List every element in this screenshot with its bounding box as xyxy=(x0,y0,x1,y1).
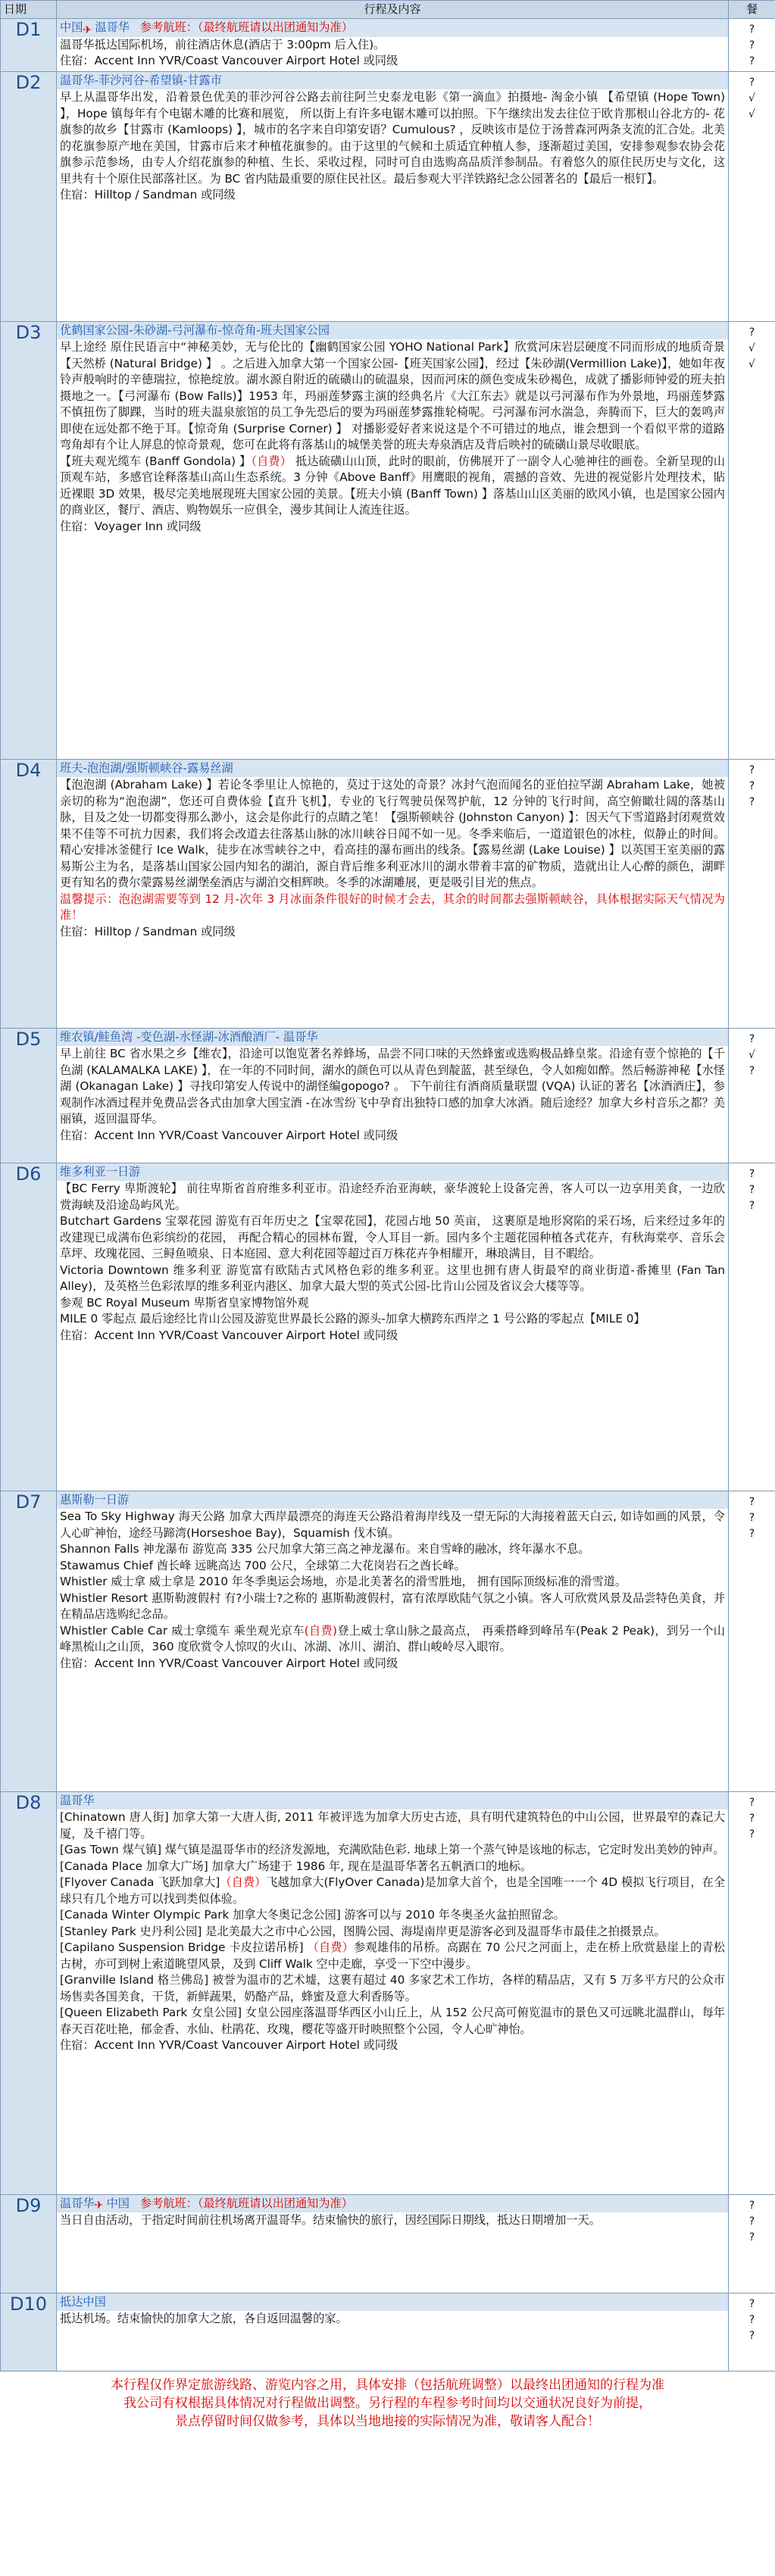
meal-cell xyxy=(729,1491,775,1791)
day-label: D1 xyxy=(1,19,57,72)
meal-mark: ? xyxy=(748,1812,755,1825)
day-title: 维多利亚一日游 xyxy=(57,1163,728,1182)
meal-mark: ? xyxy=(748,1828,755,1841)
day-content xyxy=(57,2293,729,2371)
itinerary-line: 早上途经 原住民语言中“神秘美妙，无与伦比的【幽鹤国家公园 YOHO National Park】欣赏河床岩层硬度不同而形成的地质奇景【天然桥 (Natural Bridge) 】 。之后进入加拿大第一个国家公园-【班芙国家公园】，经过【朱砂湖(Vermillion Lake)】，她如年夜铃声般响时的辛德瑞拉，惊艳绽放。湖水源自附近的硫磺山的硫温泉，因而河床的颜色变成朱砂褐色，成就了播影师钟爱的班夫拍摄地之一。【弓河瀑布 (Bow Falls)】1953 年，玛丽莲梦露主演的经典名片《大江东去》就是以弓河瀑布作为外景地，玛丽莲梦露不慎扭伤了脚踝，当时的班夫温泉旅馆的员工争先恐后的要为玛丽莲梦露推轮椅呢。弓河瀑布河水湍急，奔腾而下，巨大的轰鸣声即使在远处都不绝于耳。【惊奇角 (Surprise Corner) 】 对播影爱好者来说这是个不可错过的地点，谁会想到一个看似平常的道路弯角却有个让人屏息的惊奇景观，您可在此将有落基山的城堡美誉的班夫寿泉酒店及背后映衬的硫磺山景尽收眼底。 xyxy=(60,340,725,451)
meal-mark: ? xyxy=(748,76,755,89)
day-label: D7 xyxy=(1,1491,57,1791)
day-title: 温哥华 xyxy=(57,1792,728,1810)
itinerary-line: Sea To Sky Highway 海天公路 加拿大西岸最漂亮的海连天公路沿着海岸线及一望无际的大海接着蓝天白云, 如诗如画的风景，令人心旷神怡，途经马蹄湾(Horseshoe Bay)，Squamish 伐木镇。 xyxy=(60,1510,725,1540)
flight-note: 参考航班：（最终航班请以出团通知为准） xyxy=(139,2196,353,2210)
day-row xyxy=(1,1028,775,1163)
meal-mark: ? xyxy=(748,1199,755,1212)
itinerary-line: 早上前往 BC 省水果之乡【维农】，沿途可以饱览著名养蜂场，品尝不同口味的天然蜂蜜或选购极品蜂皇浆。沿途有壹个惊艳的【千色湖 (KALAMALKA LAKE) 】，在一年的不同时间，湖水的颜色可以从青色到靛蓝，甚至绿色，令人如痴如醉。然后畅游神秘【水怪湖 (Okanagan Lake) 】寻找印第安人传说中的湖怪编gopogo? 。 下午前往有酒商质量联盟 (VQA) 认证的著名【冰酒酒庄】，参观制作冰酒过程并免费品尝各式由加拿大国宝酒 -在冰雪纷飞中孕育出独特口感的加拿大冰酒。随后途经？加拿大乡村音乐之都？美丽镇，返回温哥华。 xyxy=(60,1047,725,1126)
day-row xyxy=(1,19,775,72)
day-label: D5 xyxy=(1,1028,57,1163)
itinerary-line: 当日自由活动，于指定时间前往机场离开温哥华。结束愉快的旅行，因经国际日期线，抵达日期增加一天。 xyxy=(60,2213,601,2227)
day-row xyxy=(1,321,775,759)
meal-cell xyxy=(729,2293,775,2371)
hotel-line: 住宿：Voyager Inn 或同级 xyxy=(60,519,202,533)
day-title: 班夫-泡泡湖/强斯顿峡谷-露易丝湖 xyxy=(57,760,728,778)
day-title xyxy=(57,19,728,37)
day-title: 温哥华-菲沙河谷-希望镇-甘露市 xyxy=(57,72,728,90)
day-body xyxy=(57,777,728,941)
meal-mark: ? xyxy=(748,326,755,339)
meal-mark: ? xyxy=(748,1032,755,1045)
day-body xyxy=(57,89,728,205)
meal-mark: √ xyxy=(748,1048,755,1061)
meal-mark: ? xyxy=(748,2199,755,2212)
itinerary-line: 【泡泡湖 (Abraham Lake) 】若论冬季里让人惊艳的，莫过于这处的奇景？冰封气泡而闻名的亚伯拉罕湖 Abraham Lake，她被亲切的称为“泡泡湖”，您还可自费体验【直升飞机】，专业的飞行驾驶员保驾护航，12 分钟的飞行时间，高空俯瞰壮阔的落基山脉，目及之处一切都变得那么渺小，这会是你此行的点睛之笔！【强斯顿峡谷 (Johnston Canyon) 】：因天气下雪道路封闭观赏效果不佳等不可抗力因素，我们将会改道去往落基山脉的冰川峡谷日闻不如一见。冬季来临后，一道道银色的冰柱，似静止的时间。精心安排冰釜健行 Ice Walk，徒步在冰雪峡谷之中，看高挂的瀑布画出的线条。【露易丝湖 (Lake Louise) 】以英国王室美丽的露易斯公主为名，是落基山国家公园内知名的湖泊，源自背后维多利亚冰川的湖水带着丰富的矿物质，造就出让人心醉的颜色，湖畔更有知名的费尔蒙露易丝湖堡垒酒店与湖泊交相辉映。冬季的冰湖雕展，更是吸引目光的焦点。 xyxy=(60,778,725,889)
footer-line: 本行程仅作界定旅游线路、游览内容之用，具体安排（包括航班调整）以最终出团通知的行程为准 xyxy=(111,2377,664,2393)
itinerary-line: 温哥华抵达国际机场，前往酒店休息(酒店于 3:00pm 后入住)。 xyxy=(60,37,386,52)
footer-notice xyxy=(0,2371,775,2435)
itinerary-line: Stawamus Chief 酋长峰 远眺高达 700 公尺，全球第二大花岗岩石之酋长峰。 xyxy=(60,1558,466,1572)
footer-line: 景点停留时间仅做参考，具体以当地地接的实际情况为准，敬请客人配合！ xyxy=(175,2413,600,2429)
day-row xyxy=(1,1163,775,1491)
meal-mark: ? xyxy=(748,2297,755,2310)
meal-cell xyxy=(729,759,775,1028)
itinerary-line: [Gas Town 煤气镇] 煤气镇是温哥华市的经济发源地，充满欧陆色彩. 地球上第一个蒸气钟是该地的标志，它定时发出美妙的钟声。 xyxy=(60,1843,725,1856)
title-destination: 温哥华 xyxy=(95,20,130,34)
title-origin: 温哥华 xyxy=(60,2196,95,2210)
meal-mark: ? xyxy=(748,55,755,67)
itinerary-line: 【班夫观光缆车 (Banff Gondola) 】（自费） 抵达硫磺山山顶，此时的眼前，仿佛展开了一副令人心驰神往的画卷。全新呈现的山顶观车站，多感官诠释落基山高山生态系统。3 分钟《Above Banff》用鹰眼的视角，震撼的音效、先进的视觉影片处理技术，貼近裸眼 3D 效果，极尽完美地展现班夫国家公园的美景。【班夫小镇 (Banff Town) 】落基山山区美丽的欧风小镇，也是国家公园内的商业区，餐厅、酒店、购物娱乐一应俱全，漫步其间让人流连往返。 xyxy=(60,454,726,517)
day-row xyxy=(1,759,775,1028)
day-content xyxy=(57,759,729,1028)
itinerary-line: Shannon Falls 神龙瀑布 游览高 335 公尺加拿大第三高之神龙瀑布。来自雪峰的融冰，终年瀑水不息。 xyxy=(60,1542,590,1556)
day-row xyxy=(1,1491,775,1791)
day-body xyxy=(57,1181,728,1345)
hotel-line: 住宿：Accent Inn YVR/Coast Vancouver Airport Hotel 或同级 xyxy=(60,2038,398,2052)
meal-mark: ? xyxy=(748,1495,755,1508)
header-date: 日期 xyxy=(1,1,57,19)
day-content xyxy=(57,19,729,72)
itinerary-line: [Capilano Suspension Bridge 卡皮拉诺吊桥] （自费）参观雄伟的吊桥。高踞在 70 公尺之河面上，走在桥上欣赏悬崖上的青松古树，亦可到树上索道眺望风景，及到 Cliff Walk 空中走廊，享受一下空中漫步。 xyxy=(60,1941,725,1971)
day-title: 优鹤国家公园-朱砂湖-弓河瀑布-惊奇角-班夫国家公园 xyxy=(57,322,728,340)
meal-mark: ? xyxy=(748,763,755,776)
day-row xyxy=(1,1791,775,2194)
day-title xyxy=(57,2195,728,2213)
itinerary-line: [Chinatown 唐人街] 加拿大第一大唐人街, 2011 年被评选为加拿大历史古迹，具有明代建筑特色的中山公园，世界最窄的森记大厦，及千禧门等。 xyxy=(60,1810,725,1841)
day-body xyxy=(57,37,728,71)
hotel-line: 住宿：Accent Inn YVR/Coast Vancouver Airport Hotel 或同级 xyxy=(60,1128,398,1142)
day-label: D10 xyxy=(1,2293,57,2371)
meal-cell xyxy=(729,1163,775,1491)
day-label: D8 xyxy=(1,1791,57,2194)
meal-mark: ? xyxy=(748,2231,755,2243)
itinerary-line: [Flyover Canada 飞跃加拿大]（自费）飞越加拿大(FlyOver Canada)是加拿大首个，也是全国唯一一个 4D 模拟飞行项目，在全球只有几个地方可以找到类似体验。 xyxy=(60,1875,726,1906)
day-content xyxy=(57,1028,729,1163)
meal-mark: √ xyxy=(748,108,755,120)
meal-cell xyxy=(729,2194,775,2293)
header-itinerary: 行程及内容 xyxy=(57,1,729,19)
hotel-line: 住宿：Hilltop / Sandman 或同级 xyxy=(60,924,236,938)
meal-mark: ? xyxy=(748,1183,755,1196)
airplane-icon: ✈ xyxy=(83,23,92,36)
meal-mark: ? xyxy=(748,1527,755,1540)
meal-mark: ? xyxy=(748,1064,755,1077)
itinerary-line: MILE 0 零起点 最后途经比肯山公园及游览世界最长公路的源头-加拿大横跨东西岸之 1 号公路的零起点【MILE 0】 xyxy=(60,1312,645,1325)
day-content xyxy=(57,71,729,321)
day-body xyxy=(57,1809,728,2056)
title-destination: 中国 xyxy=(106,2196,130,2210)
meal-cell xyxy=(729,19,775,72)
meal-mark: √ xyxy=(748,92,755,105)
itinerary-line: 【BC Ferry 卑斯渡轮】 前往卑斯省首府维多利亚市。沿途经乔治亚海峡，豪华渡轮上设备完善，客人可以一边享用美食，一边欣赏海峡及沿途岛屿风光。 xyxy=(60,1182,725,1212)
day-row xyxy=(1,71,775,321)
meal-mark: √ xyxy=(748,358,755,370)
itinerary-line: [Canada Place 加拿大广场] 加拿大广场建于 1986 年, 现在是温哥华著名五帆酒口的地标。 xyxy=(60,1859,532,1873)
itinerary-line: Butchart Gardens 宝翠花园 游览有百年历史之【宝翠花园】，花园占地 50 英亩， 这裹原是地形窝陷的采石场，后来经过多年的改建现已成满布色彩缤纷的花园， 再配合精心的园林布置，令人耳目一新。园内多个主题花园种植各式花卉，有秋海棠亭、音乐会草坪、玫瑰花园、三鲟鱼喷泉、日本庭园、意大利花园等超过百万株花卉争相耀开，琳琅满目，目不暇给。 xyxy=(60,1214,725,1260)
title-origin: 中国 xyxy=(60,20,83,34)
day-body xyxy=(57,1509,728,1673)
hotel-line: 住宿：Accent Inn YVR/Coast Vancouver Airport Hotel 或同级 xyxy=(60,54,398,67)
airplane-icon: ✈ xyxy=(94,2200,104,2212)
meal-cell xyxy=(729,321,775,759)
meal-mark: ? xyxy=(748,1511,755,1524)
footer-line: 我公司有权根据具体情况对行程做出调整。另行程的车程参考时间均以交通状况良好为前提， xyxy=(123,2395,652,2411)
itinerary-line: Whistler 威士拿 威士拿是 2010 年冬季奥运会场地，亦是北美著名的滑雪胜地， 拥有国际顶级标准的滑雪道。 xyxy=(60,1575,627,1588)
itinerary-line: [Granville Island 格兰佛岛] 被誉为温市的艺术墟，这裹有超过 40 多家艺术工作坊，各样的精品店，又有 5 万多平方尺的公众市场售卖各国美食，干货，新鲜蔬果，奶酪产品，蜂蜜及意大利香肠等。 xyxy=(60,1973,725,2003)
itinerary-line: [Stanley Park 史丹利公园] 是北美最大之市中心公园，图腾公园、海堤南岸更是游客必到及温哥华市最佳之拍摄景点。 xyxy=(60,1924,666,1938)
day-content xyxy=(57,321,729,759)
day-label: D2 xyxy=(1,71,57,321)
day-row xyxy=(1,2293,775,2371)
hotel-line: 住宿：Hilltop / Sandman 或同级 xyxy=(60,188,236,201)
day-content xyxy=(57,1163,729,1491)
table-header-row xyxy=(1,1,775,19)
day-row xyxy=(1,2194,775,2293)
day-body xyxy=(57,339,728,536)
day-content xyxy=(57,1491,729,1791)
day-label: D3 xyxy=(1,321,57,759)
hotel-line: 住宿：Accent Inn YVR/Coast Vancouver Airport Hotel 或同级 xyxy=(60,1328,398,1342)
meal-mark: ? xyxy=(748,1796,755,1809)
day-title: 惠斯勒一日游 xyxy=(57,1491,728,1510)
header-meal: 餐 xyxy=(729,1,775,19)
meal-mark: ? xyxy=(748,39,755,52)
day-title: 抵达中国 xyxy=(57,2293,728,2312)
meal-mark: ? xyxy=(748,795,755,808)
meal-cell xyxy=(729,1028,775,1163)
itinerary-line: 参观 BC Royal Museum 卑斯省皇家博物馆外观 xyxy=(60,1295,309,1310)
day-body xyxy=(57,2212,728,2231)
itinerary-line: [Canada Winter Olympic Park 加拿大冬奥记念公园] 游客可以与 2010 年冬奥圣火盆拍照留念。 xyxy=(60,1908,565,1922)
day-content xyxy=(57,2194,729,2293)
meal-mark: ? xyxy=(748,779,755,792)
meal-mark: √ xyxy=(748,342,755,354)
itinerary-line: 温馨提示：泡泡湖需要等到 12 月-次年 3 月冰面条件很好的时候才会去，其余的时间都去强斯顿峡谷，具体根据实际天气情况为准！ xyxy=(60,891,725,922)
itinerary-line: Whistler Resort 惠斯勒渡假村 有?小瑞士?之称的 惠斯勒渡假村，富有浓厚欧陆气氛之小镇。客人可欣赏风景及品尝特色美食，并在精品店选购纪念品。 xyxy=(60,1591,725,1621)
hotel-line: 住宿：Accent Inn YVR/Coast Vancouver Airport Hotel 或同级 xyxy=(60,1656,398,1670)
meal-mark: ? xyxy=(748,2329,755,2342)
itinerary-line: Victoria Downtown 维多利亚 游览富有欧陆古式风格色彩的维多利亚。这里也拥有唐人街最窄的商业街道-番摊里 (Fan Tan Alley)，及英格兰色彩浓厚的维多利亚内港区、加拿大最大型的英式公园-比肯山公园及省议会大楼等等。 xyxy=(60,1263,725,1293)
meal-mark: ? xyxy=(748,23,755,36)
itinerary-line: [Queen Elizabeth Park 女皇公园] 女皇公园座落温哥华西区小山丘上，从 152 公尺高可俯览温市的景色又可远眺北温群山，每年春天百花吐艳，郁金香、水仙、杜鹃花、玫瑰，樱花等盛开时映照整个公园，令人心旷神怡。 xyxy=(60,2006,725,2036)
itinerary-line: 早上从温哥华出发，沿着景色优美的菲沙河谷公路去前往阿兰史泰龙电影《第一滴血》拍摄地- 淘金小镇 【希望镇 (Hope Town) 】，Hope 镇每年有个电锯木雕的比赛和展览， 所以街上有许多电锯木雕可以拍照。下午继续出发去往位于欧肯那根山谷北方的- 花旗参的故乡【甘露市 (Kamloops) 】，城市的名字来自印第安语？Cumulous? ，反映该市是位于汤普森河两条支流的汇合处。北美的花旗参原产地在美国，甘露市后来才种植花旗参的。由于这里的气候和土质适宜种植人参，逐渐超过美国，安排参观参农协会花旗参示范参场，由专人介绍花旗参的种植、生长、采收过程，同时可自由选购高品质洋参制品。有着悠久的原住民历史与文化，这里共有十个原住民部落社区。为 BC 省内陆最重要的原住民社区。最后参观大平洋铁路纪念公园著名的【最后一根钉】。 xyxy=(60,90,725,186)
meal-mark: ? xyxy=(748,2313,755,2326)
meal-cell xyxy=(729,71,775,321)
meal-cell xyxy=(729,1791,775,2194)
meal-mark: ? xyxy=(748,1167,755,1180)
day-title: 维农镇/鲑鱼湾 -变色湖-水怪湖-冰酒酿酒厂- 温哥华 xyxy=(57,1029,728,1047)
day-label: D6 xyxy=(1,1163,57,1491)
day-body xyxy=(57,1046,728,1145)
day-content xyxy=(57,1791,729,2194)
day-label: D9 xyxy=(1,2194,57,2293)
itinerary-line: Whistler Cable Car 威士拿缆车 乘坐观光京车(自费)登上威士拿山脉之最高点， 再乘搭峰到峰吊车(Peak 2 Peak)，到另一个山峰黑梳山之山顶，360 度欣赏令人惊叹的火山、冰湖、冰川、湖泊、群山峻岭尽入眼帘。 xyxy=(60,1623,725,1653)
flight-note: 参考航班：（最终航班请以出团通知为准） xyxy=(139,20,353,34)
day-body xyxy=(57,2311,728,2329)
meal-mark: ? xyxy=(748,2215,755,2228)
itinerary-line: 抵达机场。结束愉快的加拿大之旅，各自返回温馨的家。 xyxy=(60,2312,348,2325)
day-label: D4 xyxy=(1,759,57,1028)
